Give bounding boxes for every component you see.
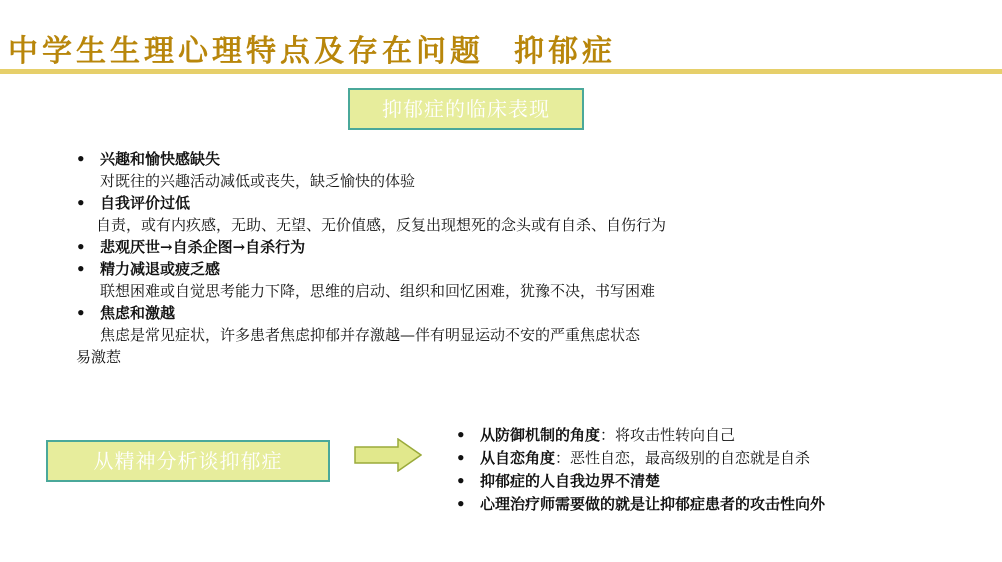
clinical-item-desc-continued: 易激惹 (76, 348, 122, 366)
psychoanalysis-item (456, 447, 825, 470)
psychoanalysis-item (456, 493, 825, 516)
clinical-item-heading: • 精力减退或疲乏感 (76, 258, 666, 280)
psychoanalysis-heading-box (46, 440, 330, 482)
clinical-item-heading: • 焦虑和激越 (76, 302, 666, 324)
psychoanalysis-list (456, 424, 825, 516)
psychoanalysis-item-heading: 从防御机制的角度 (480, 426, 601, 444)
psychoanalysis-item-rest: ：将攻击性转向自己 (600, 426, 736, 444)
psychoanalysis-item-rest: ：恶性自恋，最高级别的自恋就是自杀 (555, 449, 811, 467)
psychoanalysis-item-heading: 抑郁症的人自我边界不清楚 (480, 472, 661, 490)
clinical-item-heading: • 自我评价过低 (76, 192, 666, 214)
psychoanalysis-item-heading: 从自恋角度 (480, 449, 556, 467)
psychoanalysis-item (456, 424, 825, 447)
psychoanalysis-item-heading: 心理治疗师需要做的就是让抑郁症患者的攻击性向外 (480, 495, 826, 513)
clinical-list (76, 148, 666, 368)
slide-title (8, 26, 616, 70)
clinical-item-desc: 联想困难或自觉思考能力下降，思维的启动、组织和回忆困难，犹豫不决，书写困难 (100, 282, 656, 300)
clinical-item-heading: • 兴趣和愉快感缺失 (76, 148, 666, 170)
slide-title-main: 中学生生理心理特点及存在问题 (8, 34, 484, 69)
clinical-item-desc: 焦虑是常见症状，许多患者焦虑抑郁并存激越—伴有明显运动不安的严重焦虑状态 (100, 326, 641, 344)
clinical-heading-label: 抑郁症的临床表现 (382, 97, 550, 121)
psychoanalysis-heading-label: 从精神分析谈抑郁症 (93, 449, 283, 473)
slide-title-sub: 抑郁症 (514, 34, 616, 69)
right-arrow-icon (354, 438, 422, 472)
clinical-item-desc: 自责，或有内疚感，无助、无望、无价值感，反复出现想死的念头或有自杀、自伤行为 (96, 216, 667, 234)
title-underline (0, 69, 1002, 74)
clinical-item-heading: • 悲观厌世→自杀企图→自杀行为 (76, 236, 666, 258)
clinical-item-desc: 对既往的兴趣活动减低或丧失，缺乏愉快的体验 (100, 172, 416, 190)
clinical-heading-box (348, 88, 584, 130)
psychoanalysis-item (456, 470, 825, 493)
